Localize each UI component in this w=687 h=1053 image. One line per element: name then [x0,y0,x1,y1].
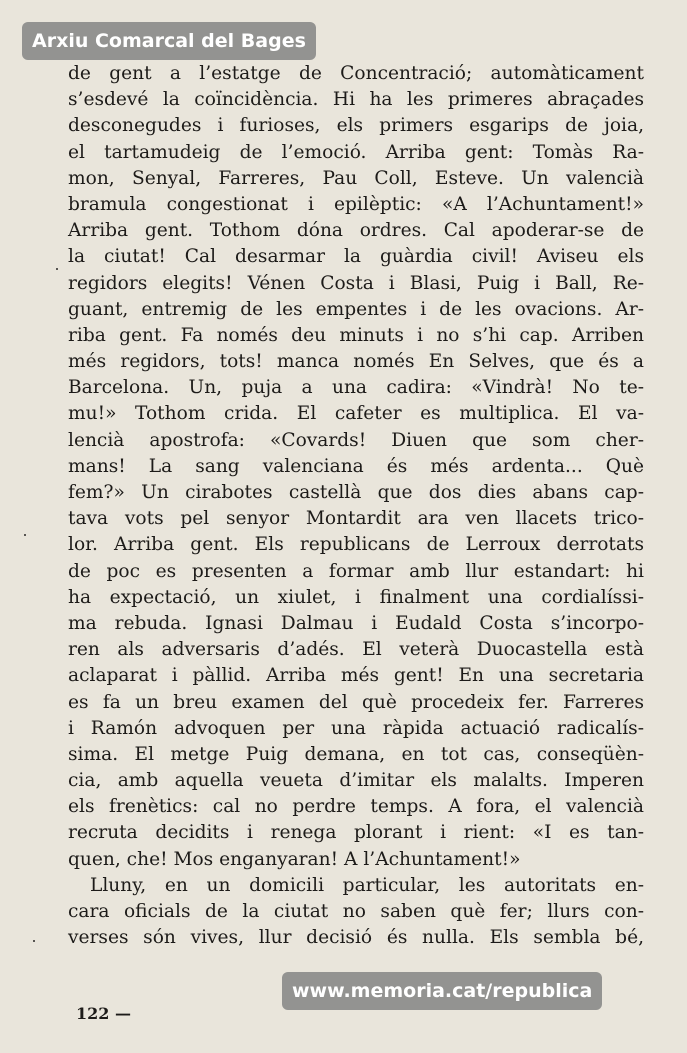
text-line: bramula congestionat i epilèptic: «A l’Achuntament!» [68,193,644,215]
text-line: mon, Senyal, Farreres, Pau Coll, Esteve. Un valencià [68,167,644,189]
text-line: cia, amb aquella veueta d’imitar els malalts. Imperen [68,770,644,792]
text-line: s’esdevé la coïncidència. Hi ha les primeres abraçades [68,89,644,111]
text-line: lencià apostrofa: «Covards! Diuen que som cher- [68,429,644,451]
text-line: més regidors, tots! manca només En Selves, que és a [68,351,644,373]
text-line: ren als adversaris d’adés. El veterà Duocastella està [68,639,644,661]
text-line: la ciutat! Cal desarmar la guàrdia civil! Aviseu els [68,246,644,268]
print-speck [56,268,58,270]
text-line: mans! La sang valenciana és més ardenta... Què [68,455,644,477]
text-line: Barcelona. Un, puja a una cadira: «Vindrà! No te- [68,377,644,399]
text-line: regidors elegits! Vénen Costa i Blasi, Puig i Ball, Re- [68,272,644,294]
text-line: mu!» Tothom crida. El cafeter es multiplica. El va- [68,403,644,425]
text-line: aclaparat i pàllid. Arriba més gent! En una secretaria [68,665,644,687]
text-line: es fa un breu examen del què procedeix fer. Farreres [68,691,644,713]
text-line: desconegudes i furioses, els primers esgarips de joia, [68,115,644,137]
text-line: verses són vives, llur decisió és nulla. Els sembla bé, [68,927,644,949]
text-line: lor. Arriba gent. Els republicans de Lerroux derrotats [68,534,644,556]
text-line: riba gent. Fa només deu minuts i no s’hi cap. Arriben [68,324,644,346]
text-line: de gent a l’estatge de Concentració; automàticament [68,63,644,84]
text-line: els frenètics: cal no perdre temps. A fora, el valencià [68,796,644,818]
text-line: sima. El metge Puig demana, en tot cas, conseqüèn- [68,743,644,765]
archive-watermark: Arxiu Comarcal del Bages [22,22,316,60]
website-watermark: www.memoria.cat/republica [282,972,602,1010]
text-line: Arriba gent. Tothom dóna ordres. Cal apoderar-se de [68,220,644,242]
text-line: de poc es presenten a formar amb llur estandart: hi [68,560,644,582]
text-line: tava vots pel senyor Montardit ara ven llacets trico- [68,508,644,530]
body-text [68,61,644,951]
page-number: 122 — [76,1004,131,1023]
paragraph-start-line: Lluny, en un domicili particular, les autoritats en- [90,874,644,896]
text-line: cara oficials de la ciutat no saben què fer; llurs con- [68,901,644,922]
text-line: fem?» Un cirabotes castellà que dos dies abans cap- [68,482,644,503]
print-speck [33,940,35,942]
text-line: ma rebuda. Ignasi Dalmau i Eudald Costa s’incorpo- [68,612,644,634]
paragraph-end-line: quen, che! Mos enganyaran! A l’Achuntament!» [68,848,521,870]
text-line: ha expectació, un xiulet, i finalment una cordialíssi- [68,586,644,608]
text-line: guant, entremig de les empentes i de les ovacions. Ar- [68,298,644,320]
text-line: el tartamudeig de l’emoció. Arriba gent: Tomàs Ra- [68,141,644,163]
print-speck [24,534,26,536]
text-line: i Ramón advoquen per una ràpida actuació radicalís- [68,717,644,739]
text-line: recruta decidits i renega plorant i rient: «I es tan- [68,822,644,844]
